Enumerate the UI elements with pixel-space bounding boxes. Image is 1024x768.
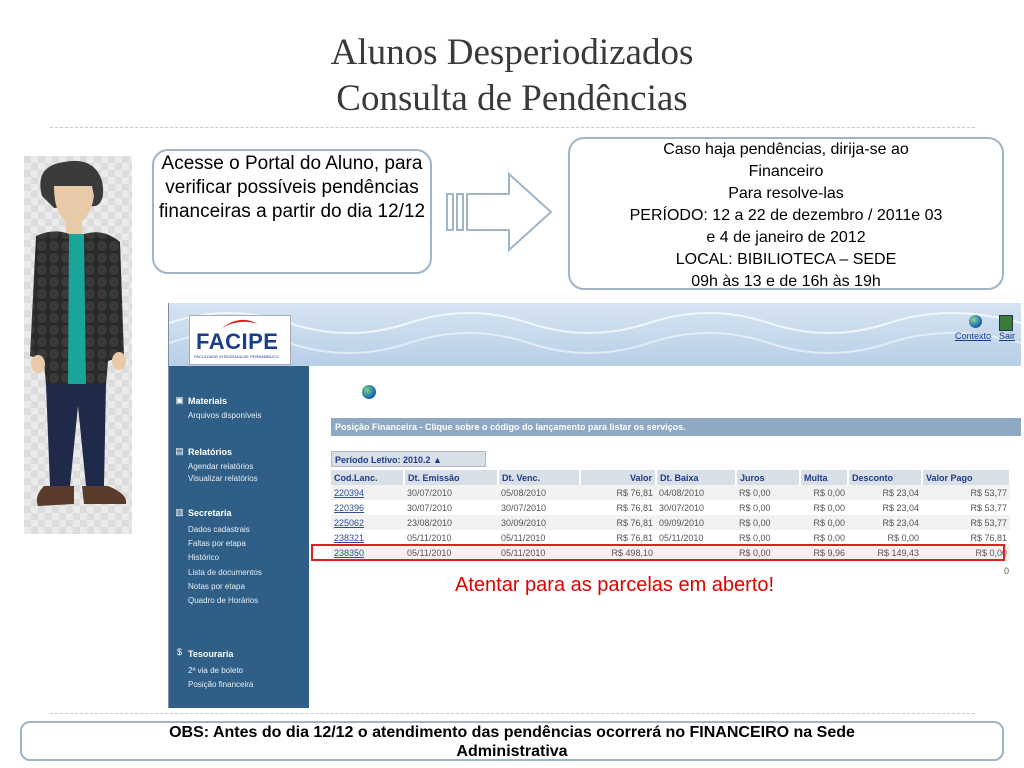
cell: 30/07/2010 xyxy=(407,502,453,513)
info-line: PERÍODO: 12 a 22 de dezembro / 2011e 03 xyxy=(629,207,943,224)
cell: R$ 0,00 xyxy=(736,485,800,500)
sidebar-item-agendar[interactable]: Agendar relatórios xyxy=(188,462,254,471)
table-row xyxy=(331,485,1010,500)
cell: 05/11/2010 xyxy=(407,532,452,543)
cell: R$ 53,77 xyxy=(922,485,1010,500)
right-arrow-icon xyxy=(445,170,555,254)
financial-position-bar: Posição Financeira - Clique sobre o código do lançamento para listar os serviços. xyxy=(331,418,1021,436)
sidebar-item-dados[interactable]: Dados cadastrais xyxy=(188,525,250,534)
lancamento-code-link[interactable]: 220394 xyxy=(331,485,404,500)
cell: 30/09/2010 xyxy=(498,515,580,530)
lancamento-code-link[interactable]: 220396 xyxy=(334,502,365,513)
slide-title xyxy=(0,30,1024,122)
obs-line-2: Administrativa xyxy=(456,743,568,760)
divider xyxy=(50,127,975,128)
portal-instruction-text: Acesse o Portal do Aluno, para verificar possíveis pendências financeiras a partir do dia 12/12 xyxy=(158,153,426,222)
cell: R$ 0,00 xyxy=(739,532,771,543)
cell: R$ 0,00 xyxy=(887,532,919,543)
portal-sidebar xyxy=(169,366,309,708)
cell: 05/11/2010 xyxy=(659,532,704,543)
cell: R$ 0,00 xyxy=(922,545,1010,560)
cell: R$ 76,81 xyxy=(616,502,653,513)
sidebar-item-notas[interactable]: Notas por etapa xyxy=(188,582,245,591)
title-line-2: Consulta de Pendências xyxy=(336,78,688,119)
cell: R$ 0,00 xyxy=(813,532,845,543)
table-row xyxy=(331,515,1010,530)
cell: R$ 498,10 xyxy=(580,545,656,560)
cell: 05/11/2010 xyxy=(498,545,580,560)
col-header: Valor Pago xyxy=(922,470,1010,485)
open-installment-highlight xyxy=(311,544,1005,561)
cell: R$ 0,00 xyxy=(800,515,848,530)
box-icon: ▣ xyxy=(175,395,184,405)
table-row xyxy=(331,530,1010,545)
building-icon: ▥ xyxy=(175,507,184,517)
sidebar-item-historico[interactable]: Histórico xyxy=(188,553,220,562)
logo-subtitle: FACULDADE INTEGRADA DE PERNAMBUCO xyxy=(194,354,279,359)
cell: 05/08/2010 xyxy=(498,485,580,500)
cell: 23/08/2010 xyxy=(404,515,498,530)
sidebar-item-horarios[interactable]: Quadro de Horários xyxy=(188,596,259,605)
info-line: LOCAL: BIBILIOTECA – SEDE xyxy=(675,251,897,268)
col-header: Valor xyxy=(580,470,656,485)
cell: 05/11/2010 xyxy=(501,532,546,543)
cell: R$ 0,00 xyxy=(736,515,800,530)
table-header-row xyxy=(331,470,1010,485)
sidebar-item-visualizar[interactable]: Visualizar relatórios xyxy=(188,474,258,483)
col-header: Juros xyxy=(736,470,800,485)
cell: R$ 149,43 xyxy=(848,545,922,560)
context-link[interactable]: Contexto xyxy=(955,331,992,341)
cell: R$ 0,00 xyxy=(736,545,800,560)
sidebar-item-posicao[interactable]: Posição financeira xyxy=(188,680,254,689)
info-line: Caso haja pendências, dirija-se ao xyxy=(663,141,909,158)
sidebar-item-documentos[interactable]: Lista de documentos xyxy=(188,568,262,577)
title-line-1: Alunos Desperiodizados xyxy=(330,32,694,73)
cell: 09/09/2010 xyxy=(656,515,736,530)
sidebar-item-faltas[interactable]: Faltas por etapa xyxy=(188,539,246,548)
context-globe-icon[interactable] xyxy=(969,315,982,328)
col-header: Desconto xyxy=(848,470,922,485)
cell: R$ 76,81 xyxy=(580,515,656,530)
globe-icon xyxy=(362,385,376,399)
facipe-logo[interactable] xyxy=(189,315,291,365)
cell: R$ 9,96 xyxy=(800,545,848,560)
info-line: e 4 de janeiro de 2012 xyxy=(706,229,866,246)
cell: R$ 76,81 xyxy=(970,532,1007,543)
col-header: Cod.Lanc. xyxy=(331,470,404,485)
cell: 04/08/2010 xyxy=(656,485,736,500)
periodo-selector[interactable]: Período Letivo: 2010.2 ▲ xyxy=(331,451,486,467)
cell: R$ 23,04 xyxy=(848,515,922,530)
cell: 30/07/2010 xyxy=(659,502,705,513)
header-pattern xyxy=(169,303,1021,366)
obs-note-box xyxy=(20,721,1004,761)
lancamento-code-link[interactable]: 225062 xyxy=(331,515,404,530)
sidebar-section-materiais[interactable]: Materiais xyxy=(188,396,228,406)
sidebar-item-boleto[interactable]: 2ª via de boleto xyxy=(188,666,243,675)
sidebar-item-arquivos[interactable]: Arquivos disponíveis xyxy=(188,411,262,420)
sidebar-section-secretaria[interactable]: Secretaria xyxy=(188,508,232,518)
logo-text: FACIPE xyxy=(196,329,279,354)
lancamento-code-link[interactable]: 238350 xyxy=(331,545,404,560)
table-row xyxy=(331,500,1010,515)
cell: R$ 0,00 xyxy=(800,485,848,500)
cell: 05/11/2010 xyxy=(404,545,498,560)
warning-text: Atentar para as parcelas em aberto! xyxy=(455,574,775,596)
exit-link[interactable]: Sair xyxy=(999,331,1016,341)
cell: R$ 53,77 xyxy=(922,515,1010,530)
divider-bottom xyxy=(50,713,975,714)
portal-header xyxy=(169,303,1021,366)
student-figure-image xyxy=(24,156,132,534)
cell: R$ 76,81 xyxy=(616,532,653,543)
cell: R$ 23,04 xyxy=(882,502,919,513)
sidebar-section-relatorios[interactable]: Relatórios xyxy=(188,447,233,457)
cell: R$ 0,00 xyxy=(813,502,845,513)
info-line: Para resolve-las xyxy=(728,185,844,202)
lancamento-code-link[interactable]: 238321 xyxy=(334,532,365,543)
col-header: Dt. Baixa xyxy=(656,470,736,485)
obs-line-1: OBS: Antes do dia 12/12 o atendimento das pendências ocorrerá no FINANCEIRO na Sede xyxy=(169,724,855,741)
col-header: Dt. Emissão xyxy=(404,470,498,485)
trailing-value: 0 xyxy=(1004,566,1010,576)
cell: R$ 76,81 xyxy=(580,485,656,500)
col-header: Dt. Venc. xyxy=(498,470,580,485)
cell: 30/07/2010 xyxy=(404,485,498,500)
financeiro-info-callout xyxy=(568,137,1004,290)
portal-screenshot xyxy=(168,303,1021,708)
portal-instruction-callout xyxy=(152,149,432,274)
dollar-icon: $ xyxy=(176,647,182,657)
cell: R$ 23,04 xyxy=(848,485,922,500)
document-icon: ▤ xyxy=(175,446,184,456)
cell: R$ 0,00 xyxy=(739,502,771,513)
exit-door-icon[interactable] xyxy=(999,315,1013,331)
cell: R$ 53,77 xyxy=(970,502,1007,513)
sidebar-section-tesouraria[interactable]: Tesouraria xyxy=(188,649,234,659)
info-line: 09h às 13 e de 16h às 19h xyxy=(691,273,881,290)
cell: 30/07/2010 xyxy=(501,502,547,513)
info-line: Financeiro xyxy=(748,163,824,180)
col-header: Multa xyxy=(800,470,848,485)
